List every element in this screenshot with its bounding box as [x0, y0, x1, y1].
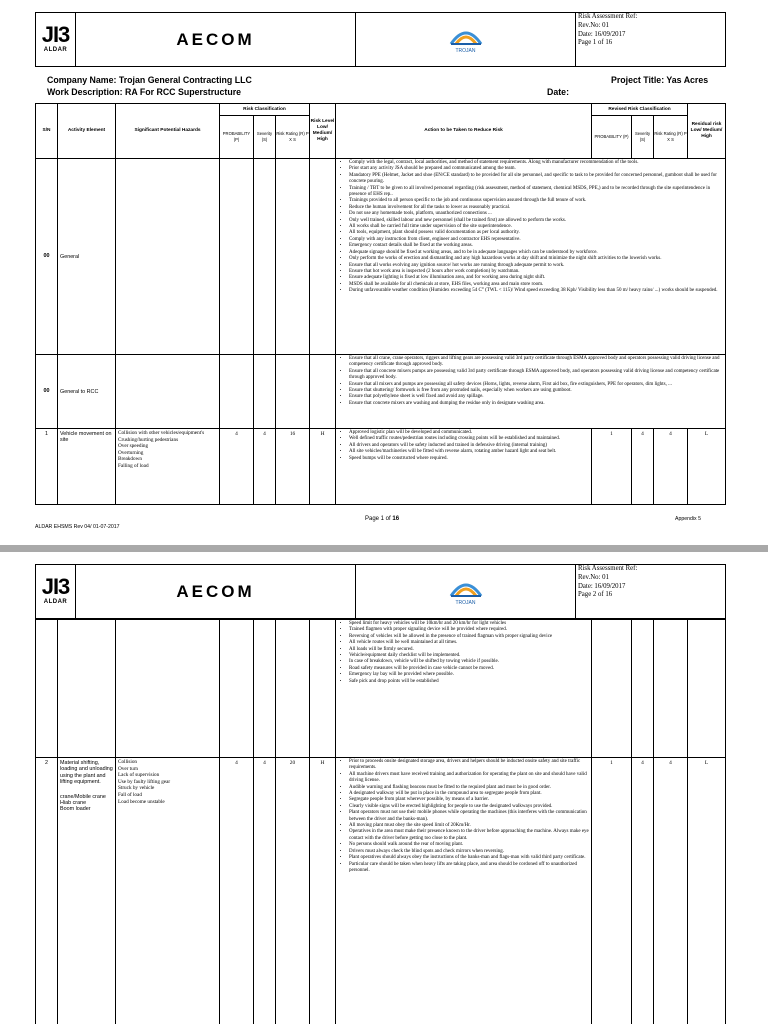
action-item: • A designated walkway will be put in place in the compound area to segregate people from plant. [349, 791, 589, 797]
col-sn: S/N [36, 104, 58, 159]
trojan-logo: TROJAN [356, 565, 576, 619]
hazard-item: Fall of load [118, 791, 142, 798]
action-item: • Ensure that all concrete mixers pumps are possessing valid 3rd party certificate through ESMA approved body, and operators possessing valid driving license and competency certificate through approved body. [349, 369, 723, 382]
row-activity: Vehicle movement on site [58, 429, 116, 505]
row-activity: Material shifting, loading and unloading using the plant and lifting equipment. crane/Mobile crane Hiab crane Boom loader [58, 758, 116, 1024]
action-item: • Ensure that all crane, crane operators, riggers and lifting gears are possessing valid 3rd party certificate through ESMA approved body and operators possessing valid driving license and competency certificate through approved body. [349, 356, 723, 369]
row-activity: General [58, 159, 116, 355]
table-row-general [36, 159, 726, 355]
action-item: • Ensure that shuttering/ formwork is free from any protruded nails, especially when workers are using gumboot. [349, 388, 723, 394]
action-item: • Reduce the human involvement for all the tasks to lower as reasonably practical. [349, 205, 723, 211]
hazard-item: Load become unstable [118, 798, 165, 805]
action-item: • Training / TBT to be given to all involved personnel regarding (risk assessment, method of statement, chemical MSDS, PPE,) and to be recorded through the site superintendence in presence of EHS rep.. [349, 186, 723, 199]
action-item: • Ensure that all works evolving any ignition source/ hot works are running through adequate permit to work. [349, 263, 723, 269]
trojan-logo: TROJAN [356, 13, 576, 67]
action-item: • MSDS shall be available for all chemicals at store, EHS files, working area and main store room. [349, 282, 723, 288]
action-item: • Audible warning and flashing beacons must be fitted to the required plant and must be in good order. [349, 785, 589, 791]
row-hazards [116, 429, 220, 505]
action-item: • Do not use any homemade tools, platform, unauthorized connections ... [349, 211, 723, 217]
material-actions [336, 758, 592, 1024]
hazard-item: Collision with other vehicles/equipment's [118, 430, 205, 436]
col-risk-classification: Risk Classification [220, 104, 310, 116]
hazard-item: Boom loader [60, 806, 91, 813]
row-sn: 2 [36, 758, 58, 1024]
hazard-item: Over turn [118, 765, 139, 772]
action-item: • Particular care should be taken when heavy lifts are taking place, and area should be cordoned off to unauthorized personnel. [349, 862, 589, 875]
document-page-2 [0, 552, 768, 1024]
hazard-item: Collision [118, 759, 138, 765]
row-revised-probability: 1 [592, 758, 632, 1024]
hazard-item: crane/Mobile crane [60, 793, 106, 800]
col-revised-probability: PROBABILITY (P) [592, 116, 632, 159]
action-item: • No persons should walk around the rear of moving plant. [349, 842, 589, 848]
risk-assessment-ref: Risk Assessment Ref: Rev.No: 01 Date: 16/09/2017 Page 2 of 16 [576, 565, 726, 619]
action-item: • Only well trained, skilled labour and new personnel (shall be trained first) are allowed to perform the works. [349, 218, 723, 224]
risk-table-continued [35, 619, 726, 1024]
action-item: • Prior to proceeds onsite designated storage area, drivers and helpers should be inducted onsite safety and site traffic requirements. [349, 759, 589, 772]
action-item: • All site vehicles/machineries will be fitted with reverse alarm, rotating amber hazard light and seat belt. [349, 449, 589, 455]
action-item: • Safe pick and drop points will be established [349, 679, 589, 685]
col-revised-classification: Revised Risk Classification [592, 104, 688, 116]
vehicle-actions-continued [336, 620, 592, 758]
action-item: • Ensure that hot work area is inspected (2 hours after work completion) by watchman. [349, 269, 723, 275]
footer-page-number: Page 1 of 16 [365, 516, 400, 522]
action-item: • Ensure adequate lighting is fixed at low illumination area, and for working area during night shift. [349, 275, 723, 281]
action-item: • Ensure that all mixers and pumps are possessing all safety devices (Horns, lights, reverse alarm, First aid box, fire extinguishers, PPE for operators, dim lights, ... [349, 382, 723, 388]
action-item: • Speed bumps will be constructed where required. [349, 456, 589, 462]
action-item: • Operatives in the area must make their presence known to the driver before approaching the machine. Always make eye contact with the driver before getting too close to the plant. [349, 829, 589, 842]
trojan-emblem-icon [447, 578, 485, 600]
col-probability: PROBABILITY (P) [220, 116, 254, 159]
action-item: • Well defined traffic routes/pedestrian routes including crossing points will be established and maintained. [349, 436, 589, 442]
vehicle-actions [336, 429, 592, 505]
row-hazards [116, 758, 220, 1024]
col-severity: Severity (S) [254, 116, 276, 159]
action-item: • All machine drivers must have received training and authorization for operating the plant on site and should have valid driving license. [349, 772, 589, 785]
table-row-general-rcc [36, 355, 726, 429]
row-revised-severity: 4 [632, 758, 654, 1024]
row-severity: 4 [254, 758, 276, 1024]
action-item: • Comply with the legal, contract, local authorities, and method of statement requirements. Along with manufacturer recommendation of the tools. [349, 160, 723, 166]
col-risk-level: Risk Level Low/ Medium/ High [310, 104, 336, 159]
action-item: • Reversing of vehicles will be allowed in the presence of trained flagman with proper signaling device [349, 634, 589, 640]
aldar-logo: JI3 ALDAR [36, 13, 76, 67]
action-item: • Emergency lay bay will be provided where possible. [349, 672, 589, 678]
hazard-item: Breakdown [118, 456, 142, 463]
col-activity: Activity Element [58, 104, 116, 159]
row-sn: 00 [36, 159, 58, 355]
action-item: • Plant operatives should always obey the instructions of the banks-man and flags-man with valid third party certificate. [349, 855, 589, 861]
row-probability: 4 [220, 758, 254, 1024]
action-item: • Approved logistic plan will be developed and communicated. [349, 430, 589, 436]
row-residual: L [688, 429, 726, 505]
aldar-logo: JI3 ALDAR [36, 565, 76, 619]
row-rating: 16 [276, 429, 310, 505]
action-item: • Emergency contact details shall be fixed at the working areas. [349, 243, 723, 249]
general-actions [336, 159, 726, 355]
action-item: • All loads will be firmly secured. [349, 647, 589, 653]
action-item: • Mandatory PPE (Helmet, Jacket and shoe (EN/CE standard) to be provided for all site personnel, and specific to task to be provided for concerned personnel, gumboot shall be used for concrete pouring. [349, 173, 723, 186]
action-item: • Adequate signage should be fixed at working areas, and to be in adequate languages which can be understood by workforce. [349, 250, 723, 256]
action-item: • All vehicle routes will be well maintained at all times. [349, 640, 589, 646]
row-probability: 4 [220, 429, 254, 505]
footer-appendix: Appendix 5 [675, 516, 701, 522]
work-description: Work Description: RA For RCC Superstructure [47, 87, 242, 97]
action-item: • Only perform the works of erection and dismantling and any high hazardous works at day shift and minimize the night shift activities to the lowerish works. [349, 256, 723, 262]
action-item: • Drivers must always check the blind spots and check mirrors when reversing. [349, 849, 589, 855]
company-name: Company Name: Trojan General Contracting LLC [47, 75, 252, 85]
col-revised-severity: Severity (S) [632, 116, 654, 159]
table-row-material [36, 758, 726, 1024]
col-action: Action to be Taken to Reduce Risk [336, 104, 592, 159]
aecom-logo: AECOM [76, 565, 356, 619]
row-revised-rating: 4 [654, 429, 688, 505]
row-revised-probability: 1 [592, 429, 632, 505]
action-item: • Road safety measures will be provided in case vehicle cannot be moved. [349, 666, 589, 672]
general-rcc-actions [336, 355, 726, 429]
hazard-item: Falling of load [118, 462, 149, 469]
project-title: Project Title: Yas Acres [611, 75, 709, 85]
action-item: • Speed limit for heavy vehicles will be 10km/hr and 20 km/hr for light vehicles [349, 621, 589, 627]
col-residual: Residual risk Low/ Medium/ High [688, 104, 726, 159]
action-item: • Ensure that concrete mixers are washing and dumping the residue only in designate washing area. [349, 401, 723, 407]
row-sn: 00 [36, 355, 58, 429]
action-item: • Comply with any instruction from client, engineer and contractor EHS representative. [349, 237, 723, 243]
row-residual: L [688, 758, 726, 1024]
row-revised-rating: 4 [654, 758, 688, 1024]
document-info [47, 75, 719, 101]
col-rating: Risk Rating (R) P X S [276, 116, 310, 159]
risk-table [35, 103, 726, 505]
col-hazards: Significant Potential Hazards [116, 104, 220, 159]
action-item: • Ensure that polyethylene sheet is well fixed and avoid any spillage. [349, 394, 723, 400]
action-item: • Vehicle/equipment daily checklist will be implemented. [349, 653, 589, 659]
page-header [35, 12, 726, 67]
action-item: • Segregate people from plant wherever possible, by means of a barrier. [349, 797, 589, 803]
action-item: • During unfavourable weather condition (Humidex exceeding 54 C° (TWL < 115)/ Wind speed exceeding 38 Kph/ Visibility less than 50 m/ heavy rains/ ...) works should be suspended. [349, 288, 723, 294]
action-item: • Prior start any activity JSA should be prepared and communicated among the team. [349, 166, 723, 172]
row-risk-level: H [310, 429, 336, 505]
trojan-emblem-icon [447, 26, 485, 48]
row-risk-level: H [310, 758, 336, 1024]
row-severity: 4 [254, 429, 276, 505]
footer-doc-ref: ALDAR EHSMS Rev 04/ 01-07-2017 [35, 524, 120, 530]
row-rating: 20 [276, 758, 310, 1024]
col-revised-rating: Risk Rating (R) P X S [654, 116, 688, 159]
page-header [35, 564, 726, 619]
action-item: • Plant operators must not use their mobile phones while operating the machines (this interferes with the communication between the driver and the banks-man). [349, 810, 589, 823]
row-revised-severity: 4 [632, 429, 654, 505]
action-item: • All tools, equipment, plant should possess valid documentation as per local authority. [349, 230, 723, 236]
action-item: • Trainings provided to all person specific to the job and continuous supervision assured through the full tenure of work. [349, 198, 723, 204]
aecom-logo: AECOM [76, 13, 356, 67]
action-item: • All drivers and operators will be safety inducted and trained in defensive driving (internal training) [349, 443, 589, 449]
hazard-item: Hiab crane [60, 800, 87, 807]
risk-assessment-ref: Risk Assessment Ref: Rev.No: 01 Date: 16/09/2017 Page 1 of 16 [576, 13, 726, 67]
hazard-item: Crushing/hurting pedestrians [118, 436, 179, 443]
row-activity: General to RCC [58, 355, 116, 429]
table-row-vehicle-continued [36, 620, 726, 758]
action-item: • Clearly visible signs will be erected highlighting for people to use the designated walkways provided. [349, 804, 589, 810]
hazard-item: Use by faulty lifting gear [118, 778, 171, 785]
action-item: • Trained flagmen with proper signaling device will be provided where required. [349, 627, 589, 633]
row-sn: 1 [36, 429, 58, 505]
hazard-item: Struck by vehicle [118, 785, 155, 792]
date-label: Date: [547, 87, 569, 97]
hazard-item: Lack of supervision [118, 772, 160, 779]
action-item: • In case of breakdown, vehicle will be shifted by towing vehicle if possible. [349, 659, 589, 665]
hazard-item: Over speeding [118, 443, 149, 450]
table-row-vehicle [36, 429, 726, 505]
action-item: • All moving plant must obey the site speed limit of 20Km/Hr. [349, 823, 589, 829]
action-item: • All works shall be carried full time under supervision of the site superintendence. [349, 224, 723, 230]
hazard-item: Overturning [118, 449, 144, 456]
